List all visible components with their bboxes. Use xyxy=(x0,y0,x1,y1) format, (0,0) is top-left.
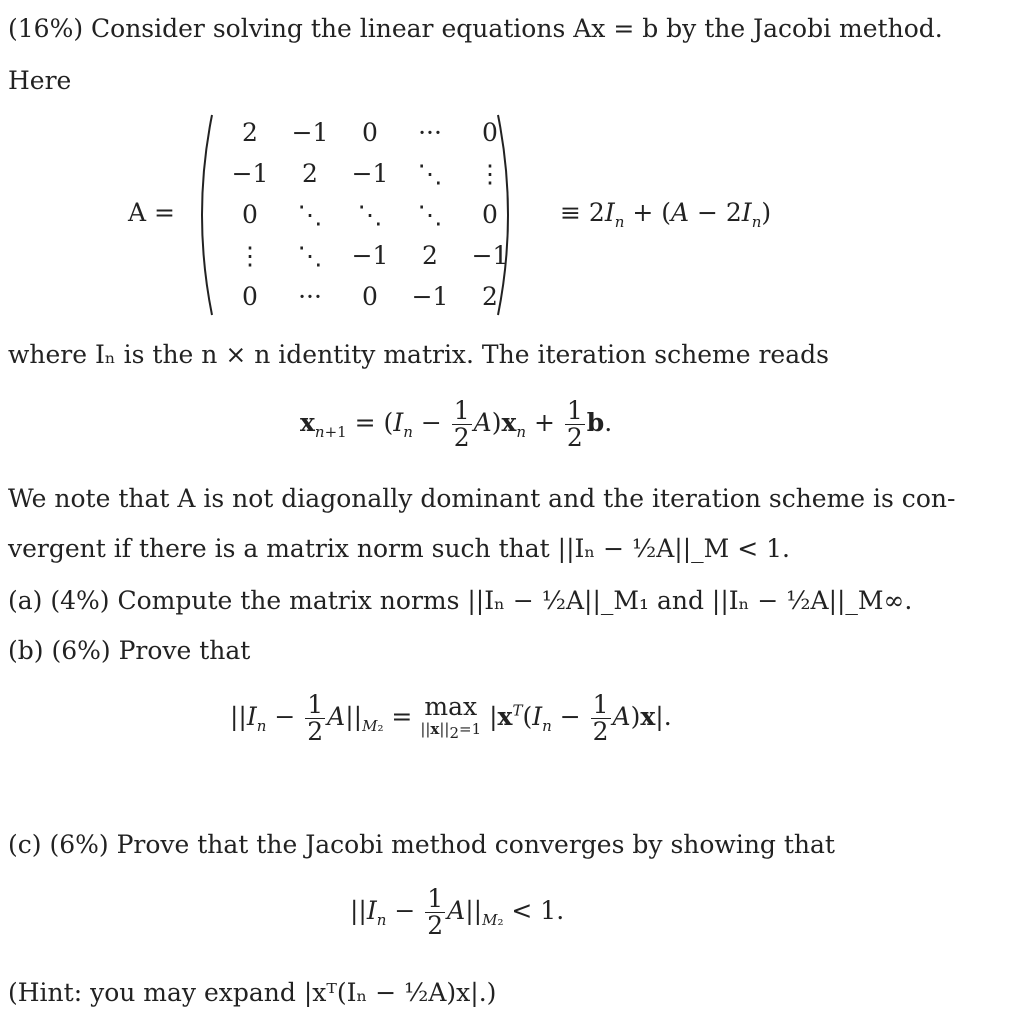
matrix-cell: 2 xyxy=(302,159,318,188)
equation-b: $||I_n$ − $\frac{1}{2}$ $A||_{M_2}$ = max $||x||_2=1$ $|x^T(I_n$ − $\frac{1}{2}$ A)x|. xyxy=(230,690,672,746)
matrix-cell: ··· xyxy=(418,118,442,147)
matrix-cell: ⋱ xyxy=(357,200,383,229)
matrix-cell: ⋱ xyxy=(297,241,323,270)
matrix-cell: 0 xyxy=(482,200,498,229)
matrix-cell: 0 xyxy=(362,118,378,147)
matrix-grid xyxy=(220,112,520,317)
problem-title: (16%) Consider solving the linear equations Ax = b by the Jacobi method. xyxy=(8,14,943,43)
matrix-cell: 2 xyxy=(242,118,258,147)
matrix-cell: −1 xyxy=(291,118,329,147)
matrix-cell: 2 xyxy=(482,282,498,311)
problem-statement xyxy=(8,14,943,43)
matrix-cell: 0 xyxy=(362,282,378,311)
part-b: (b) (6%) Prove that xyxy=(8,636,251,665)
matrix-a xyxy=(190,112,520,318)
part-a: (a) (4%) Compute the matrix norms ||Iₙ − ½A||_M₁ and ||Iₙ − ½A||_M∞. xyxy=(8,586,913,615)
matrix-cell: ⋱ xyxy=(297,200,323,229)
hint: (Hint: you may expand |xᵀ(Iₙ − ½A)x|.) xyxy=(8,978,497,1007)
matrix-cell: ⋮ xyxy=(237,241,263,270)
note-line-1: We note that A is not diagonally dominant and the iteration scheme is con- xyxy=(8,484,956,513)
matrix-cell: −1 xyxy=(231,159,269,188)
part-c: (c) (6%) Prove that the Jacobi method converges by showing that xyxy=(8,830,835,859)
matrix-cell: ··· xyxy=(298,282,322,311)
matrix-row xyxy=(220,194,520,235)
matrix-row xyxy=(220,153,520,194)
equation-c: $||I_n$ − $\frac{1}{2}$ $A||_{M_2} < 1$. xyxy=(350,884,565,940)
iteration-equation: $x_{n+1} = (I_n$ − $\frac{1}{2}$ $A)x_n$ + $\frac{1}{2}$ b. xyxy=(300,396,613,452)
matrix-cell: ⋱ xyxy=(417,200,443,229)
note-line-2: vergent if there is a matrix norm such that ||Iₙ − ½A||_M < 1. xyxy=(8,534,790,563)
matrix-cell: 0 xyxy=(482,118,498,147)
matrix-cell: −1 xyxy=(411,282,449,311)
matrix-cell: 0 xyxy=(242,282,258,311)
matrix-row xyxy=(220,112,520,153)
where-text: where Iₙ is the n × n identity matrix. The iteration scheme reads xyxy=(8,340,829,369)
matrix-cell: −1 xyxy=(351,159,389,188)
matrix-cell: 0 xyxy=(242,200,258,229)
matrix-cell: ⋮ xyxy=(477,159,503,188)
matrix-lhs: A = xyxy=(128,198,175,227)
matrix-cell: −1 xyxy=(351,241,389,270)
matrix-row xyxy=(220,276,520,317)
matrix-rhs: ≡ $2I_n + (A - 2I_n)$ xyxy=(560,198,772,231)
matrix-cell: 2 xyxy=(422,241,438,270)
here-label: Here xyxy=(8,66,72,95)
matrix-cell: −1 xyxy=(471,241,509,270)
matrix-cell: ⋱ xyxy=(417,159,443,188)
matrix-row xyxy=(220,235,520,276)
